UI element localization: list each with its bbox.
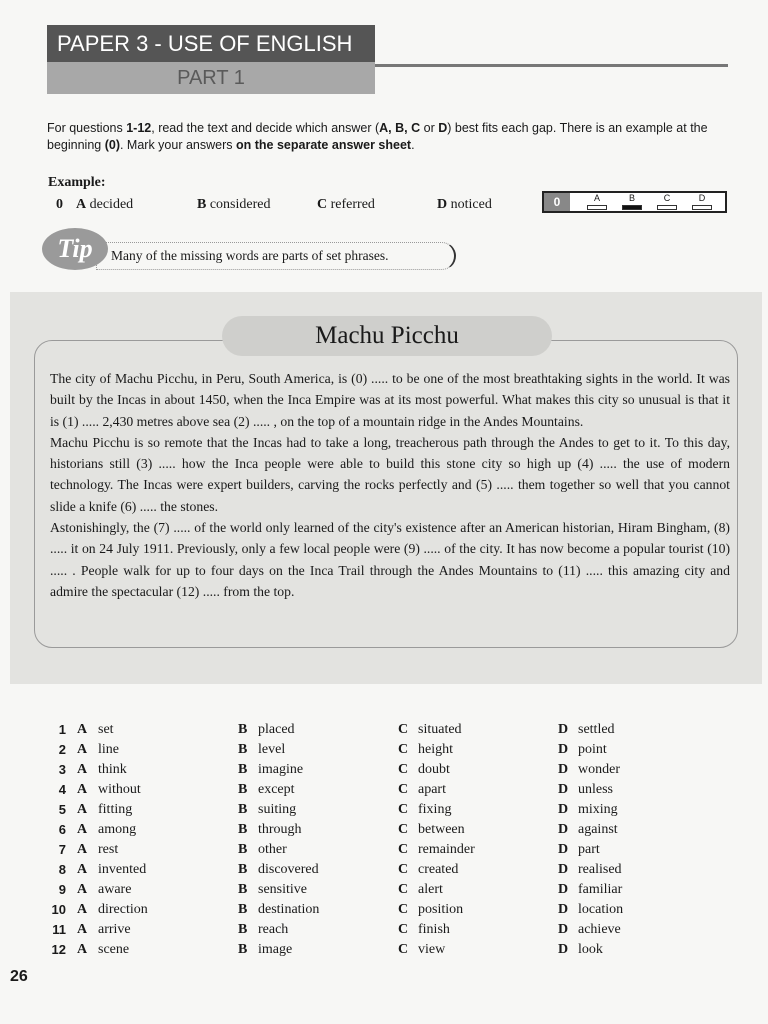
letter-a: A (77, 882, 88, 897)
letter-a: A (77, 802, 88, 817)
option-a: aware (98, 882, 132, 897)
tip-badge-icon: Tip (42, 228, 108, 270)
passage-paragraph: Astonishingly, the (7) ..... of the world only learned of the city's existence after an American historian, Hiram Bingham, (8) ..... it on 24 July 1911. Previously, only a few local people were (9) ..... of the city. It has now become a popular tourist (10) ..... . People walk for up to four days on the Inca Trail through the Andes Mountains to (11) ..... this amazing city and admire the spectacular (12) ..... from the top. (50, 520, 730, 599)
option-d: look (578, 942, 603, 957)
letter-a: A (77, 762, 88, 777)
example-option-c: C referred (317, 197, 375, 212)
option-b: except (258, 782, 295, 797)
letter-d: D (558, 762, 569, 777)
passage-paragraph: The city of Machu Picchu, in Peru, South America, is (0) ..... to be one of the most breathtaking sights in the world. It was built by the Incas in about 1450, when the Inca Empire was at its most powerful. What makes this city so unusual is that it is (1) ..... 2,430 metres above sea (2) ..... , on the top of a mountain ridge in the Andes Mountains. (50, 371, 730, 429)
option-c: between (418, 822, 465, 837)
instr-bold: 1-12 (126, 121, 152, 135)
option-c: height (418, 742, 453, 757)
passage-text (50, 368, 730, 602)
option-d: familiar (578, 882, 623, 897)
letter-b: B (238, 942, 248, 957)
letter-d: D (558, 922, 569, 937)
letter-d: D (558, 882, 569, 897)
question-number: 5 (58, 802, 66, 817)
letter-c: C (398, 722, 409, 737)
option-b: reach (258, 922, 289, 937)
option-c: situated (418, 722, 462, 737)
letter-d: D (558, 942, 569, 957)
question-row (0, 922, 700, 942)
answer-box-number: 0 (544, 193, 570, 211)
page-number: 26 (10, 968, 28, 985)
letter-a: A (77, 902, 88, 917)
letter-a: A (77, 742, 88, 757)
question-number: 11 (52, 922, 66, 937)
answer-letter-d: D (698, 193, 706, 203)
letter-a: A (77, 782, 88, 797)
letter-c: C (398, 862, 409, 877)
option-c: apart (418, 782, 446, 797)
example-option-b: B considered (197, 197, 271, 212)
tip-text: Many of the missing words are parts of set phrases. (96, 242, 456, 270)
instr-text: , read the text and decide which answer ( (151, 121, 380, 135)
option-b: imagine (258, 762, 304, 777)
letter-d: D (558, 782, 569, 797)
question-number: 8 (58, 862, 66, 877)
letter-c: C (398, 802, 409, 817)
option-b: other (258, 842, 287, 857)
letter-b: B (238, 782, 248, 797)
letter-b: B (238, 902, 248, 917)
question-row (0, 802, 700, 822)
question-number: 2 (58, 742, 66, 757)
example-option-a: A decided (76, 197, 134, 212)
question-number: 3 (58, 762, 66, 777)
instr-text: For questions (47, 121, 127, 135)
option-d: realised (578, 862, 622, 877)
option-c: created (418, 862, 459, 877)
question-row (0, 862, 700, 882)
answer-bubble-b (622, 205, 642, 210)
option-d: part (578, 842, 600, 857)
option-d: wonder (578, 762, 620, 777)
option-b: suiting (258, 802, 297, 817)
question-row (0, 882, 700, 902)
letter-c: C (398, 762, 409, 777)
option-d: point (578, 742, 607, 757)
option-a: invented (98, 862, 147, 877)
question-row (0, 762, 700, 782)
letter-b: B (238, 842, 248, 857)
option-c: view (418, 942, 446, 957)
letter-b: B (238, 822, 248, 837)
option-c: fixing (418, 802, 452, 817)
option-b: placed (258, 722, 295, 737)
question-number: 12 (51, 942, 66, 957)
letter-d: D (558, 862, 569, 877)
letter-c: C (398, 822, 409, 837)
option-a: without (98, 782, 141, 797)
answer-letter-a: A (593, 193, 600, 203)
letter-c: C (398, 882, 409, 897)
letter-d: D (558, 842, 569, 857)
question-number: 10 (51, 902, 66, 917)
letter-b: B (238, 722, 248, 737)
question-row (0, 942, 700, 962)
letter-b: B (238, 742, 248, 757)
option-a: among (98, 822, 137, 837)
letter-d: D (558, 822, 569, 837)
instructions (47, 120, 737, 154)
letter-d: D (558, 802, 569, 817)
instr-text: . (411, 138, 415, 152)
question-number: 1 (58, 722, 66, 737)
instr-bold: on the separate answer sheet (236, 138, 412, 152)
answer-bubble-c (657, 205, 677, 210)
question-number: 7 (58, 842, 66, 857)
option-d: against (578, 822, 618, 837)
letter-b: B (238, 802, 248, 817)
option-d: achieve (578, 922, 621, 937)
option-d: location (578, 902, 624, 917)
option-a: scene (98, 942, 130, 957)
letter-c: C (398, 782, 409, 797)
letter-c: C (398, 902, 409, 917)
letter-c: C (398, 942, 409, 957)
letter-d: D (558, 742, 569, 757)
instr-text: . Mark your answers (119, 138, 236, 152)
letter-a: A (77, 922, 88, 937)
letter-c: C (398, 742, 409, 757)
question-row (0, 842, 700, 862)
letter-c: C (398, 842, 409, 857)
question-number: 4 (58, 782, 66, 797)
question-row (0, 722, 700, 742)
letter-d: D (558, 902, 569, 917)
passage-paragraph: Machu Picchu is so remote that the Incas had to take a long, treacherous path through the Andes to get to it. To this day, historians still (3) ..... how the Inca people were able to build this stone city so high up (4) ..... the use of modern technology. The Incas were expert builders, carving the rocks perfectly and (5) ..... them together so well that you cannot slide a knife (6) ..... the stones. (50, 434, 730, 514)
option-c: finish (418, 922, 450, 937)
example-answer-box (542, 191, 727, 213)
option-b: image (258, 942, 293, 957)
option-c: alert (418, 882, 443, 897)
letter-a: A (77, 822, 88, 837)
option-b: discovered (258, 862, 319, 877)
instr-text: or (420, 121, 439, 135)
example-option-d: D noticed (437, 197, 492, 212)
letter-b: B (238, 762, 248, 777)
instr-bold: D (438, 121, 448, 135)
question-row (0, 742, 700, 762)
instr-text: ) best fits each gap. There is an example at the beginning (47, 121, 708, 152)
instr-bold: (0) (104, 138, 120, 152)
passage-title: Machu Picchu (315, 322, 459, 349)
option-c: remainder (418, 842, 475, 857)
option-a: think (98, 762, 127, 777)
option-d: unless (578, 782, 613, 797)
letter-b: B (238, 882, 248, 897)
option-a: direction (98, 902, 148, 917)
question-row (0, 822, 700, 842)
letter-c: C (398, 922, 409, 937)
letter-d: D (558, 722, 569, 737)
answer-bubble-d (692, 205, 712, 210)
answer-letter-b: B (628, 193, 635, 203)
letter-b: B (238, 922, 248, 937)
option-d: settled (578, 722, 615, 737)
example-number: 0 (56, 197, 63, 212)
option-a: rest (98, 842, 119, 857)
question-number: 6 (58, 822, 66, 837)
option-a: set (98, 722, 114, 737)
option-b: sensitive (258, 882, 307, 897)
letter-a: A (77, 862, 88, 877)
letter-b: B (238, 862, 248, 877)
question-row (0, 782, 700, 802)
answer-letter-c: C (663, 193, 671, 203)
answer-bubble-a (587, 205, 607, 210)
question-row (0, 902, 700, 922)
question-number: 9 (58, 882, 66, 897)
paper-title: PAPER 3 - USE OF ENGLISH (47, 25, 375, 62)
option-c: position (418, 902, 464, 917)
header-rule (375, 64, 728, 67)
option-b: level (258, 742, 286, 757)
option-a: arrive (98, 922, 131, 937)
letter-a: A (77, 722, 88, 737)
option-a: line (98, 742, 119, 757)
example-title: Example: (48, 175, 106, 190)
option-a: fitting (98, 802, 133, 817)
option-b: destination (258, 902, 320, 917)
instr-bold: A, B, C (379, 121, 421, 135)
option-c: doubt (418, 762, 450, 777)
option-b: through (258, 822, 302, 837)
letter-a: A (77, 842, 88, 857)
option-d: mixing (578, 802, 618, 817)
letter-a: A (77, 942, 88, 957)
part-label: PART 1 (47, 62, 375, 94)
